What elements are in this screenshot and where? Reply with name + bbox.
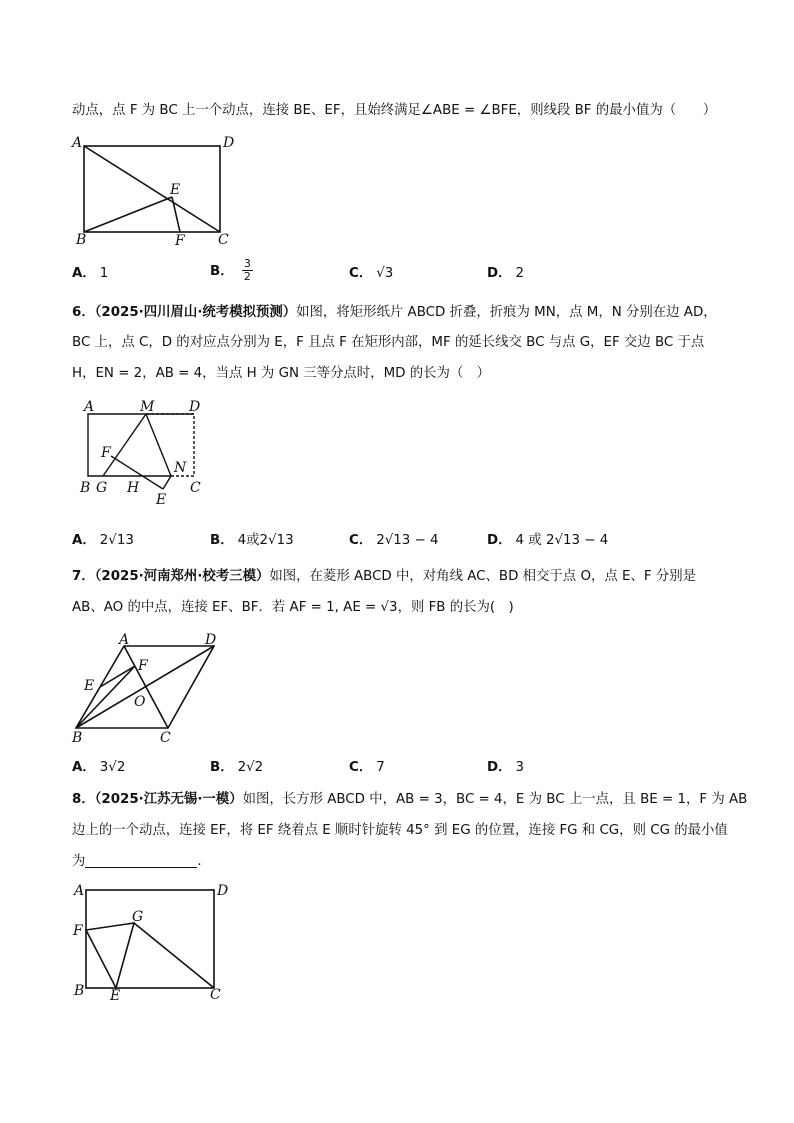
- q6-label-G: G: [96, 480, 108, 496]
- q5-label-E: E: [170, 182, 181, 198]
- q6-label-H: H: [127, 480, 140, 496]
- q5-label-A: A: [72, 135, 83, 151]
- q6-text-line3: H，EN = 2，AB = 4，当点 H 为 GN 三等分点时，MD 的长为（ ）: [72, 366, 491, 381]
- q5-option-b-fraction: $\frac{3}{2}$: [243, 257, 251, 283]
- q5-option-a: A． 1: [72, 266, 109, 281]
- q7-option-b: B． 2√2: [210, 760, 264, 775]
- q6-text-line2: BC 上，点 C，D 的对应点分别为 E，F 且点 F 在矩形内部，MF 的延长线交 BC 与点 G，EF 交边 BC 于点: [72, 335, 705, 350]
- q6-number: 6．: [72, 305, 95, 320]
- q7-option-a: A． 3√2: [72, 760, 126, 775]
- q8-text-line1: 8．（2025·江苏无锡·一模）如图，长方形 ABCD 中，AB = 3，BC = 4，E 为 BC 上一点，且 BE = 1，F 为 AB: [72, 792, 748, 807]
- q7-label-C: C: [160, 730, 171, 746]
- q6-label-A: A: [84, 399, 95, 415]
- q7-option-c: C． 7: [349, 760, 385, 775]
- q7-text-line2: AB、AO 的中点，连接 EF、BF．若 AF = 1, AE = √3，则 FB 的长为( ): [72, 600, 514, 615]
- q7-label-O: O: [134, 694, 146, 710]
- q5-option-c: C． √3: [349, 266, 394, 281]
- q5-figure: [72, 132, 235, 250]
- q8-label-B: B: [74, 983, 85, 999]
- q6-option-b: B． 4或2√13: [210, 533, 294, 548]
- q6-figure: [76, 396, 216, 508]
- q6-source: （2025·四川眉山·统考模拟预测）: [94, 305, 297, 320]
- q7-label-A: A: [119, 632, 130, 648]
- q6-option-d: D． 4 或 2√13 − 4: [487, 533, 609, 548]
- q6-option-c: C． 2√13 − 4: [349, 533, 439, 548]
- q8-label-G: G: [132, 909, 144, 925]
- q8-figure: [72, 880, 232, 1004]
- q8-number: 8．: [72, 792, 95, 807]
- q7-label-F: F: [138, 658, 148, 674]
- q7-option-d: D． 3: [487, 760, 525, 775]
- q7-number: 7．: [72, 569, 95, 584]
- q7-label-E: E: [84, 678, 95, 694]
- q6-label-M: M: [140, 399, 155, 415]
- q6-text-line1: 6．（2025·四川眉山·统考模拟预测）如图，将矩形纸片 ABCD 折叠，折痕为 MN，点 M，N 分别在边 AD，: [72, 305, 717, 320]
- q8-text-line2: 边上的一个动点，连接 EF，将 EF 绕着点 E 顺时针旋转 45° 到 EG 的位置，连接 FG 和 CG，则 CG 的最小值: [72, 823, 728, 838]
- q8-label-E: E: [110, 988, 121, 1004]
- q8-text-line3: 为 ．: [72, 854, 211, 869]
- q8-label-A: A: [74, 883, 85, 899]
- q5-option-b: B． $\frac{3}{2}$: [210, 257, 251, 283]
- q6-label-C: C: [190, 480, 201, 496]
- q7-label-D: D: [205, 632, 217, 648]
- q8-label-F: F: [73, 923, 83, 939]
- q8-label-D: D: [217, 883, 229, 899]
- q6-label-F: F: [101, 445, 111, 461]
- q6-label-E: E: [156, 492, 167, 508]
- q7-label-B: B: [72, 730, 83, 746]
- q5-option-d: D． 2: [487, 266, 525, 281]
- q5-text-line1: 动点，点 F 为 BC 上一个动点，连接 BE、EF，且始终满足∠ABE = ∠BFE，则线段 BF 的最小值为（ ）: [72, 103, 717, 118]
- q6-label-N: N: [174, 460, 187, 476]
- q5-label-C: C: [218, 232, 229, 248]
- q6-option-a: A． 2√13: [72, 533, 134, 548]
- q7-text-line1: 7．（2025·河南郑州·校考三模）如图，在菱形 ABCD 中，对角线 AC、BD 相交于点 O，点 E、F 分别是: [72, 569, 697, 584]
- q8-label-C: C: [210, 987, 221, 1003]
- q8-source: （2025·江苏无锡·一模）: [94, 792, 243, 807]
- q5-label-F: F: [175, 233, 185, 249]
- q7-source: （2025·河南郑州·校考三模）: [94, 569, 270, 584]
- q7-figure: [72, 630, 232, 746]
- q6-label-B: B: [80, 480, 91, 496]
- q5-label-D: D: [223, 135, 235, 151]
- q6-label-D: D: [189, 399, 201, 415]
- answer-blank[interactable]: [85, 853, 197, 868]
- q5-label-B: B: [76, 232, 87, 248]
